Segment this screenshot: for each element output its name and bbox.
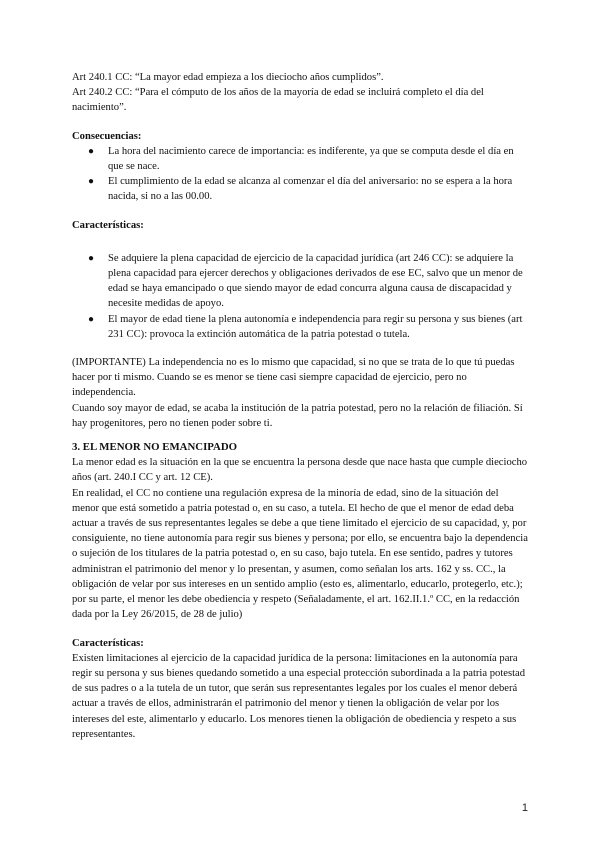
section-title: 3. EL MENOR NO EMANCIPADO (72, 441, 238, 454)
section-paragraph-1: La menor edad es la situación en la que se encuentra la persona desde que nace hasta que cumple dieciocho años (art. 240.I CC y art. 12 CE). (72, 457, 528, 484)
list-item: ● El mayor de edad tiene la plena autonomía e independencia para regir su persona y sus bienes (art 231 CC): provoca la extinción automática de la patria potestad o tutela. (88, 313, 523, 340)
caracteristicas-heading-2: Características: (72, 637, 144, 649)
article-240-2: Art 240.2 CC: “Para el cómputo de los años de la mayoría de edad se incluirá completo el día del nacimiento”. (72, 87, 484, 114)
article-240-1: Art 240.1 CC: “La mayor edad empieza a los dieciocho años cumplidos”. (72, 72, 384, 83)
bullet-icon: ● (88, 176, 95, 188)
caracteristicas-heading: Características: (72, 219, 144, 231)
caracteristicas-text: Existen limitaciones al ejercicio de la capacidad jurídica de la persona: limitaciones en la autonomía para regir su persona y sus bienes quedando sometido a una especial protección subordinada a la patria potestad de sus padres o a la tutela de un tutor, que serán sus representantes legales por los cuales el menor deberá actuar a través de ellos, administrarán el patrimonio del menor y tienen la obligación de velar por los intereses del este, alimentarlo y educarlo. Los menores tienen la obligación de obediencia y respeto a sus representantes. (72, 652, 526, 740)
list-item: ● Se adquiere la plena capacidad de ejercicio de la capacidad jurídica (art 246 CC): se adquiere la plena capacidad para ejercer derechos y obligaciones derivados de ese EC, salvo que un menor de edad se haya emancipado o que siendo mayor de edad concurra alguna causa de discapacidad y necesite medidas de apoyo. (88, 252, 523, 310)
list-item: ● La hora del nacimiento carece de importancia: es indiferente, ya que se computa desde el día en que se nace. (88, 145, 514, 173)
mayor-edad-note: Cuando soy mayor de edad, se acaba la institución de la patria potestad, pero no la relación de filiación. Sí hay progenitores, pero no tienen poder sobre ti. (72, 402, 523, 429)
consecuencias-list (72, 144, 528, 205)
important-note: (IMPORTANTE) La independencia no es lo mismo que capacidad, si no que se trata de lo que tú puedas hacer por ti mismo. Cuando se es menor se tiene casi siempre capacidad de ejercicio, pero no independencia. (72, 357, 515, 399)
bullet-icon: ● (88, 313, 95, 325)
list-item: ● El cumplimiento de la edad se alcanza al comenzar el día del aniversario: no se espera a la hora nacida, si no a las 00.00. (88, 176, 513, 203)
caracteristicas-list (72, 251, 528, 342)
document-page (72, 70, 528, 742)
bullet-icon: ● (88, 145, 95, 157)
section-paragraph-2: En realidad, el CC no contiene una regulación expresa de la minoría de edad, sino de la situación del menor que está sometido a patria potestad o, en su caso, a tutela. El hecho de que el menor de edad deba actuar a través de sus representantes legales se debe a que tiene limitado el ejercicio de su capacidad, y, por consiguiente, no tiene autonomía para regir sus bienes y persona; por ello, se encuentra bajo la dependencia o sujeción de los titulares de la patria potestad o, en su caso, bajo tutela. En ese sentido, padres y tutores administran el patrimonio del menor y lo presentan, y asumen, como señalan los arts. 162 y ss. CC., la obligación de velar por sus intereses en un sentido amplio (esto es, alimentarlo, educarlo, protegerlo, etc.); por su parte, el menor les debe obediencia y respeto (Señaladamente, el art. 162.II.1.º CC, en la redacción dada por la Ley 26/2015, de 28 de julio) (72, 487, 528, 621)
page-number: 1 (521, 802, 528, 814)
bullet-icon: ● (88, 252, 95, 264)
consecuencias-heading: Consecuencias: (72, 130, 142, 142)
